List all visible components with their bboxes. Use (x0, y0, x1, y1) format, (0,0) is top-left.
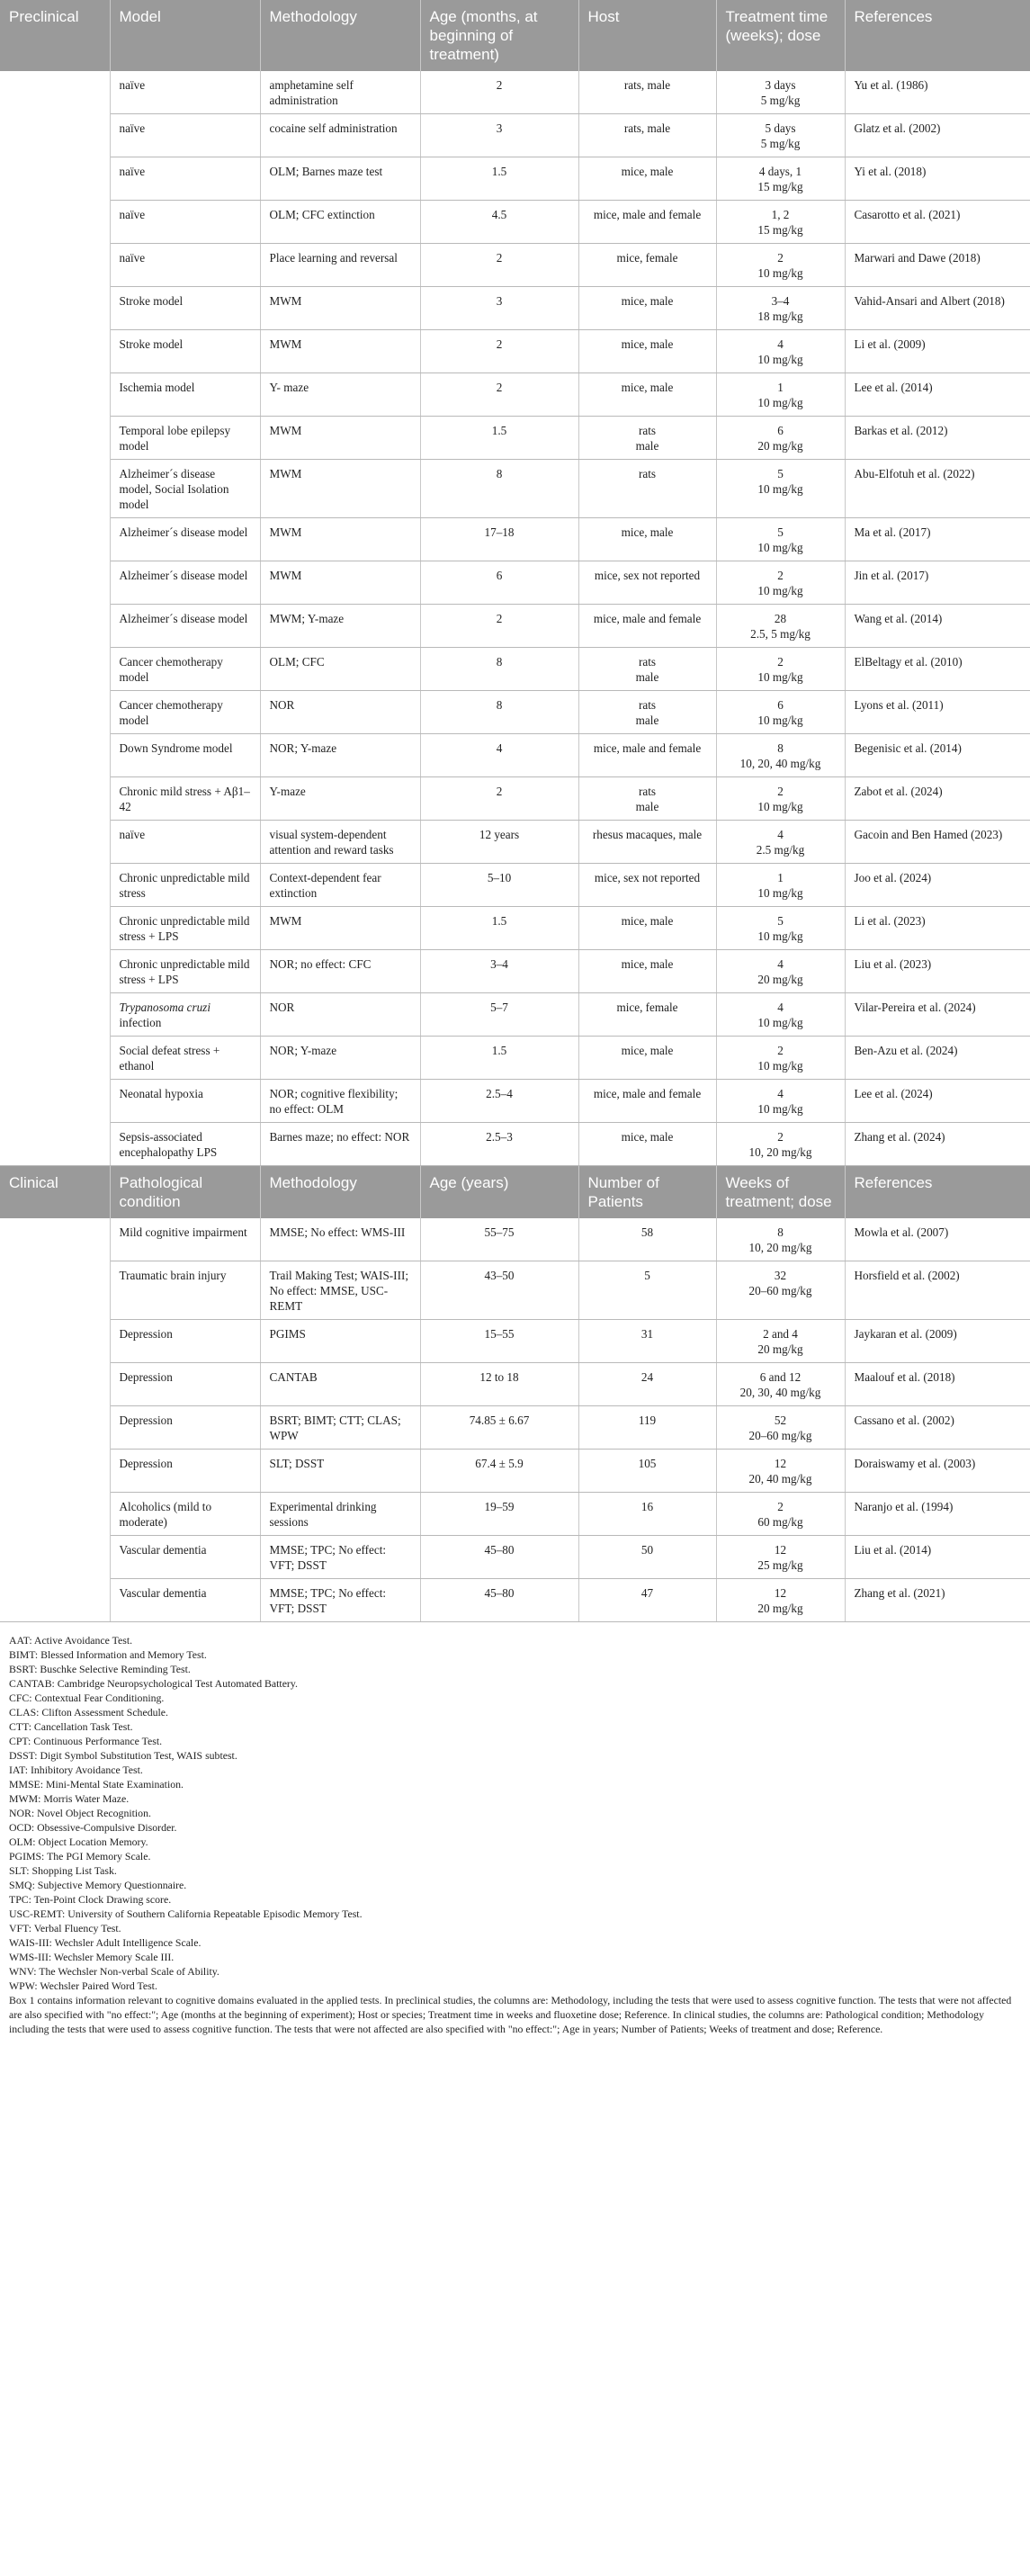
reference-cell: Zhang et al. (2024) (845, 1123, 1030, 1166)
host-cell: mice, sex not reported (578, 561, 716, 605)
reference-cell: Marwari and Dawe (2018) (845, 244, 1030, 287)
age-cell: 8 (420, 648, 578, 691)
treatment-cell: 2 10, 20 mg/kg (716, 1123, 845, 1166)
host-cell: mice, male (578, 157, 716, 201)
model-cell: Alzheimer´s disease model (110, 561, 260, 605)
age-cell: 6 (420, 561, 578, 605)
methodology-cell: MWM (260, 287, 420, 330)
age-cell: 15–55 (420, 1320, 578, 1363)
table-row (0, 1579, 1030, 1622)
abbreviation-item: BSRT: Buschke Selective Reminding Test. (9, 1663, 191, 1675)
model-cell: Chronic unpredictable mild stress + LPS (110, 907, 260, 950)
abbreviation-item: MWM: Morris Water Maze. (9, 1792, 130, 1805)
host-cell: rats (578, 460, 716, 518)
table-row (0, 1080, 1030, 1123)
table-row (0, 1536, 1030, 1579)
treatment-cell: 4 days, 1 15 mg/kg (716, 157, 845, 201)
treatment-cell: 1, 2 15 mg/kg (716, 201, 845, 244)
methodology-cell: MMSE; TPC; No effect: VFT; DSST (260, 1536, 420, 1579)
treatment-header: Treatment time (weeks); dose (716, 0, 845, 71)
table-row (0, 605, 1030, 648)
treatment-cell: 4 10 mg/kg (716, 1080, 845, 1123)
treatment-cell: 28 2.5, 5 mg/kg (716, 605, 845, 648)
model-cell: naïve (110, 71, 260, 114)
methodology-cell: NOR; Y-maze (260, 1037, 420, 1080)
reference-cell: Doraiswamy et al. (2003) (845, 1450, 1030, 1493)
species-name: Trypanosoma cruzi (119, 1001, 210, 1014)
abbreviation-item: NOR: Novel Object Recognition. (9, 1807, 151, 1819)
model-cell: Stroke model (110, 287, 260, 330)
clinical-treatment-header: Weeks of treatment; dose (716, 1166, 845, 1219)
treatment-cell: 3–4 18 mg/kg (716, 287, 845, 330)
abbreviation-item: CFC: Contextual Fear Conditioning. (9, 1692, 165, 1704)
table-row (0, 114, 1030, 157)
table-row (0, 1261, 1030, 1320)
host-cell: rats male (578, 691, 716, 734)
abbreviation-item: SLT: Shopping List Task. (9, 1864, 117, 1877)
abbreviation-item: USC-REMT: University of Southern California Repeatable Episodic Memory Test. (9, 1907, 363, 1920)
model-cell: Temporal lobe epilepsy model (110, 417, 260, 460)
methodology-cell: Place learning and reversal (260, 244, 420, 287)
footnotes (0, 1622, 1030, 2036)
table-row (0, 864, 1030, 907)
methodology-cell: OLM; CFC (260, 648, 420, 691)
patients-cell: 58 (578, 1218, 716, 1261)
age-cell: 8 (420, 460, 578, 518)
condition-cell: Depression (110, 1406, 260, 1450)
abbreviation-item: OLM: Object Location Memory. (9, 1836, 148, 1848)
methodology-cell: OLM; CFC extinction (260, 201, 420, 244)
host-cell: mice, female (578, 244, 716, 287)
preclinical-section-cell (0, 71, 110, 1166)
methodology-cell: amphetamine self administration (260, 71, 420, 114)
age-cell: 3 (420, 114, 578, 157)
condition-cell: Depression (110, 1320, 260, 1363)
age-cell: 2 (420, 777, 578, 821)
patients-header: Number of Patients (578, 1166, 716, 1219)
clinical-section-cell (0, 1218, 110, 1622)
methodology-cell: NOR; no effect: CFC (260, 950, 420, 993)
reference-cell: Vahid-Ansari and Albert (2018) (845, 287, 1030, 330)
clinical-header-row (0, 1166, 1030, 1219)
treatment-cell: 4 20 mg/kg (716, 950, 845, 993)
abbreviation-list (9, 1633, 1021, 1993)
treatment-cell: 2 10 mg/kg (716, 244, 845, 287)
host-cell: mice, male (578, 950, 716, 993)
preclinical-section-header: Preclinical (0, 0, 110, 71)
host-cell: rats male (578, 777, 716, 821)
host-cell: rats male (578, 648, 716, 691)
reference-cell: Ma et al. (2017) (845, 518, 1030, 561)
table-row (0, 373, 1030, 417)
treatment-cell: 1 10 mg/kg (716, 864, 845, 907)
reference-cell: Jin et al. (2017) (845, 561, 1030, 605)
table-row (0, 287, 1030, 330)
host-cell: mice, male (578, 907, 716, 950)
condition-cell: Depression (110, 1450, 260, 1493)
methodology-cell: Barnes maze; no effect: NOR (260, 1123, 420, 1166)
reference-cell: Begenisic et al. (2014) (845, 734, 1030, 777)
patients-cell: 119 (578, 1406, 716, 1450)
methodology-cell: cocaine self administration (260, 114, 420, 157)
abbreviation-item: CLAS: Clifton Assessment Schedule. (9, 1706, 168, 1719)
methodology-cell: MWM; Y-maze (260, 605, 420, 648)
host-cell: mice, male (578, 1037, 716, 1080)
table-row (0, 1320, 1030, 1363)
clinical-section-header: Clinical (0, 1166, 110, 1219)
age-cell: 17–18 (420, 518, 578, 561)
treatment-cell: 8 10, 20 mg/kg (716, 1218, 845, 1261)
patients-cell: 31 (578, 1320, 716, 1363)
methodology-cell: MWM (260, 518, 420, 561)
reference-cell: Gacoin and Ben Hamed (2023) (845, 821, 1030, 864)
model-cell: Stroke model (110, 330, 260, 373)
age-cell: 74.85 ± 6.67 (420, 1406, 578, 1450)
treatment-cell: 2 10 mg/kg (716, 561, 845, 605)
host-cell: mice, male and female (578, 1080, 716, 1123)
table-row (0, 907, 1030, 950)
patients-cell: 105 (578, 1450, 716, 1493)
table-row (0, 244, 1030, 287)
age-cell: 5–10 (420, 864, 578, 907)
methodology-cell: SLT; DSST (260, 1450, 420, 1493)
host-header: Host (578, 0, 716, 71)
host-cell: rats, male (578, 71, 716, 114)
clinical-references-header: References (845, 1166, 1030, 1219)
table-row (0, 157, 1030, 201)
reference-cell: Yi et al. (2018) (845, 157, 1030, 201)
reference-cell: Zhang et al. (2021) (845, 1579, 1030, 1622)
treatment-cell: 2 10 mg/kg (716, 648, 845, 691)
methodology-cell: MMSE; TPC; No effect: VFT; DSST (260, 1579, 420, 1622)
condition-cell: Depression (110, 1363, 260, 1406)
age-cell: 45–80 (420, 1536, 578, 1579)
host-cell: mice, sex not reported (578, 864, 716, 907)
condition-cell: Traumatic brain injury (110, 1261, 260, 1320)
model-cell: Social defeat stress + ethanol (110, 1037, 260, 1080)
table-row (0, 1123, 1030, 1166)
age-cell: 5–7 (420, 993, 578, 1037)
age-cell: 1.5 (420, 907, 578, 950)
table-row (0, 691, 1030, 734)
box-note: Box 1 contains information relevant to cognitive domains evaluated in the applied tests. In preclinical studies, the columns are: Methodology, including the tests that were used to assess cognitive function. The tests that were not affected are also specified with "no effect:"; Age (months at the beginning of experiment); Host or species; Treatment time in weeks and fluoxetine dose; Reference. In clinical studies, the columns are: Pathological condition; Methodology including the tests that were used to assess cognitive function. The tests that were not affected are also specified with "no effect:"; Age in years; Number of Patients; Weeks of treatment and dose; Reference. (9, 1994, 1012, 2035)
age-cell: 2 (420, 330, 578, 373)
model-cell: naïve (110, 201, 260, 244)
model-cell: Trypanosoma cruzi infection (110, 993, 260, 1037)
reference-cell: Li et al. (2023) (845, 907, 1030, 950)
methodology-cell: MWM (260, 561, 420, 605)
condition-cell: Vascular dementia (110, 1579, 260, 1622)
model-cell: Cancer chemotherapy model (110, 648, 260, 691)
table-row (0, 1493, 1030, 1536)
reference-cell: Lee et al. (2024) (845, 1080, 1030, 1123)
reference-cell: Naranjo et al. (1994) (845, 1493, 1030, 1536)
host-cell: rats male (578, 417, 716, 460)
age-cell: 4 (420, 734, 578, 777)
patients-cell: 47 (578, 1579, 716, 1622)
table-row (0, 1363, 1030, 1406)
host-cell: mice, female (578, 993, 716, 1037)
model-cell: naïve (110, 157, 260, 201)
age-cell: 2 (420, 244, 578, 287)
table-row (0, 330, 1030, 373)
reference-cell: Wang et al. (2014) (845, 605, 1030, 648)
methodology-header: Methodology (260, 0, 420, 71)
age-header: Age (months, at beginning of treatment) (420, 0, 578, 71)
host-cell: mice, male and female (578, 201, 716, 244)
age-cell: 4.5 (420, 201, 578, 244)
table-row (0, 1406, 1030, 1450)
table-row (0, 821, 1030, 864)
treatment-cell: 4 10 mg/kg (716, 993, 845, 1037)
methodology-cell: PGIMS (260, 1320, 420, 1363)
age-cell: 3 (420, 287, 578, 330)
age-cell: 67.4 ± 5.9 (420, 1450, 578, 1493)
abbreviation-item: PGIMS: The PGI Memory Scale. (9, 1850, 151, 1862)
patients-cell: 16 (578, 1493, 716, 1536)
treatment-cell: 4 2.5 mg/kg (716, 821, 845, 864)
model-cell: naïve (110, 114, 260, 157)
methodology-cell: MWM (260, 460, 420, 518)
reference-cell: ElBeltagy et al. (2010) (845, 648, 1030, 691)
treatment-cell: 2 10 mg/kg (716, 1037, 845, 1080)
abbreviation-item: WMS-III: Wechsler Memory Scale III. (9, 1951, 175, 1963)
age-cell: 2 (420, 605, 578, 648)
treatment-cell: 12 25 mg/kg (716, 1536, 845, 1579)
preclinical-header-row (0, 0, 1030, 71)
abbreviation-item: SMQ: Subjective Memory Questionnaire. (9, 1879, 187, 1891)
abbreviation-item: WNV: The Wechsler Non-verbal Scale of Ability. (9, 1965, 219, 1978)
model-cell: Alzheimer´s disease model, Social Isolation model (110, 460, 260, 518)
reference-cell: Ben-Azu et al. (2024) (845, 1037, 1030, 1080)
host-cell: rats, male (578, 114, 716, 157)
age-cell: 12 years (420, 821, 578, 864)
host-cell: mice, male (578, 330, 716, 373)
model-cell: Chronic unpredictable mild stress (110, 864, 260, 907)
treatment-cell: 6 10 mg/kg (716, 691, 845, 734)
methodology-cell: Context-dependent fear extinction (260, 864, 420, 907)
reference-cell: Abu-Elfotuh et al. (2022) (845, 460, 1030, 518)
methodology-cell: Y- maze (260, 373, 420, 417)
age-cell: 45–80 (420, 1579, 578, 1622)
methodology-cell: NOR; cognitive flexibility; no effect: OLM (260, 1080, 420, 1123)
model-cell: Alzheimer´s disease model (110, 518, 260, 561)
reference-cell: Yu et al. (1986) (845, 71, 1030, 114)
treatment-cell: 52 20–60 mg/kg (716, 1406, 845, 1450)
abbreviation-item: OCD: Obsessive-Compulsive Disorder. (9, 1821, 177, 1834)
treatment-cell: 12 20 mg/kg (716, 1579, 845, 1622)
abbreviation-item: MMSE: Mini-Mental State Examination. (9, 1778, 184, 1791)
condition-cell: Vascular dementia (110, 1536, 260, 1579)
model-cell: Down Syndrome model (110, 734, 260, 777)
table-row (0, 201, 1030, 244)
reference-cell: Maalouf et al. (2018) (845, 1363, 1030, 1406)
abbreviation-item: IAT: Inhibitory Avoidance Test. (9, 1764, 143, 1776)
clinical-age-header: Age (years) (420, 1166, 578, 1219)
reference-cell: Joo et al. (2024) (845, 864, 1030, 907)
methodology-cell: Experimental drinking sessions (260, 1493, 420, 1536)
reference-cell: Liu et al. (2014) (845, 1536, 1030, 1579)
host-cell: mice, male and female (578, 734, 716, 777)
age-cell: 19–59 (420, 1493, 578, 1536)
references-header: References (845, 0, 1030, 71)
table-row (0, 417, 1030, 460)
model-cell: Chronic unpredictable mild stress + LPS (110, 950, 260, 993)
abbreviation-item: WAIS-III: Wechsler Adult Intelligence Scale. (9, 1936, 202, 1949)
table-row (0, 734, 1030, 777)
patients-cell: 50 (578, 1536, 716, 1579)
abbreviation-item: AAT: Active Avoidance Test. (9, 1634, 133, 1647)
patients-cell: 24 (578, 1363, 716, 1406)
age-cell: 1.5 (420, 417, 578, 460)
treatment-cell: 3 days 5 mg/kg (716, 71, 845, 114)
reference-cell: Jaykaran et al. (2009) (845, 1320, 1030, 1363)
treatment-cell: 2 and 4 20 mg/kg (716, 1320, 845, 1363)
treatment-cell: 2 60 mg/kg (716, 1493, 845, 1536)
treatment-cell: 32 20–60 mg/kg (716, 1261, 845, 1320)
age-cell: 3–4 (420, 950, 578, 993)
model-cell: Sepsis-associated encephalopathy LPS (110, 1123, 260, 1166)
methodology-cell: MWM (260, 330, 420, 373)
methodology-cell: visual system-dependent attention and reward tasks (260, 821, 420, 864)
host-cell: mice, male (578, 373, 716, 417)
abbreviation-item: CANTAB: Cambridge Neuropsychological Test Automated Battery. (9, 1677, 298, 1690)
model-cell: Ischemia model (110, 373, 260, 417)
reference-cell: Lyons et al. (2011) (845, 691, 1030, 734)
table-row (0, 561, 1030, 605)
host-cell: mice, male (578, 1123, 716, 1166)
age-cell: 2.5–4 (420, 1080, 578, 1123)
methodology-cell: NOR (260, 993, 420, 1037)
reference-cell: Mowla et al. (2007) (845, 1218, 1030, 1261)
age-cell: 2.5–3 (420, 1123, 578, 1166)
reference-cell: Zabot et al. (2024) (845, 777, 1030, 821)
treatment-cell: 2 10 mg/kg (716, 777, 845, 821)
treatment-cell: 5 10 mg/kg (716, 460, 845, 518)
table-row (0, 648, 1030, 691)
host-cell: rhesus macaques, male (578, 821, 716, 864)
treatment-cell: 1 10 mg/kg (716, 373, 845, 417)
reference-cell: Lee et al. (2014) (845, 373, 1030, 417)
treatment-cell: 5 days 5 mg/kg (716, 114, 845, 157)
age-cell: 8 (420, 691, 578, 734)
abbreviation-item: VFT: Verbal Fluency Test. (9, 1922, 121, 1934)
methodology-cell: NOR; Y-maze (260, 734, 420, 777)
patients-cell: 5 (578, 1261, 716, 1320)
abbreviation-item: BIMT: Blessed Information and Memory Test. (9, 1648, 207, 1661)
reference-cell: Glatz et al. (2002) (845, 114, 1030, 157)
reference-cell: Li et al. (2009) (845, 330, 1030, 373)
preclinical-body (0, 71, 1030, 1166)
table-row (0, 71, 1030, 114)
methodology-cell: MWM (260, 907, 420, 950)
table-row (0, 777, 1030, 821)
reference-cell: Horsfield et al. (2002) (845, 1261, 1030, 1320)
table-row (0, 993, 1030, 1037)
table-row (0, 950, 1030, 993)
age-cell: 43–50 (420, 1261, 578, 1320)
treatment-cell: 6 and 12 20, 30, 40 mg/kg (716, 1363, 845, 1406)
treatment-cell: 4 10 mg/kg (716, 330, 845, 373)
age-cell: 1.5 (420, 1037, 578, 1080)
model-cell: Chronic mild stress + Aβ1–42 (110, 777, 260, 821)
table-row (0, 1450, 1030, 1493)
model-cell: Alzheimer´s disease model (110, 605, 260, 648)
age-cell: 2 (420, 71, 578, 114)
abbreviation-item: DSST: Digit Symbol Substitution Test, WAIS subtest. (9, 1749, 237, 1762)
clinical-methodology-header: Methodology (260, 1166, 420, 1219)
host-cell: mice, male (578, 518, 716, 561)
reference-cell: Casarotto et al. (2021) (845, 201, 1030, 244)
methodology-cell: CANTAB (260, 1363, 420, 1406)
treatment-cell: 5 10 mg/kg (716, 907, 845, 950)
condition-cell: Mild cognitive impairment (110, 1218, 260, 1261)
host-cell: mice, male and female (578, 605, 716, 648)
treatment-cell: 8 10, 20, 40 mg/kg (716, 734, 845, 777)
treatment-cell: 12 20, 40 mg/kg (716, 1450, 845, 1493)
model-header: Model (110, 0, 260, 71)
abbreviation-item: TPC: Ten-Point Clock Drawing score. (9, 1893, 172, 1906)
clinical-body (0, 1218, 1030, 1622)
age-cell: 1.5 (420, 157, 578, 201)
age-cell: 2 (420, 373, 578, 417)
condition-header: Pathological condition (110, 1166, 260, 1219)
abbreviation-item: WPW: Wechsler Paired Word Test. (9, 1979, 157, 1992)
methodology-cell: OLM; Barnes maze test (260, 157, 420, 201)
reference-cell: Cassano et al. (2002) (845, 1406, 1030, 1450)
model-cell: Cancer chemotherapy model (110, 691, 260, 734)
model-cell: Neonatal hypoxia (110, 1080, 260, 1123)
abbreviation-item: CPT: Continuous Performance Test. (9, 1735, 163, 1747)
age-cell: 12 to 18 (420, 1363, 578, 1406)
condition-cell: Alcoholics (mild to moderate) (110, 1493, 260, 1536)
host-cell: mice, male (578, 287, 716, 330)
model-cell: naïve (110, 821, 260, 864)
reference-cell: Liu et al. (2023) (845, 950, 1030, 993)
age-cell: 55–75 (420, 1218, 578, 1261)
methodology-cell: MWM (260, 417, 420, 460)
table-row (0, 460, 1030, 518)
table-row (0, 1037, 1030, 1080)
treatment-cell: 6 20 mg/kg (716, 417, 845, 460)
reference-cell: Barkas et al. (2012) (845, 417, 1030, 460)
abbreviation-item: CTT: Cancellation Task Test. (9, 1720, 133, 1733)
reference-cell: Vilar-Pereira et al. (2024) (845, 993, 1030, 1037)
methodology-cell: BSRT; BIMT; CTT; CLAS; WPW (260, 1406, 420, 1450)
methodology-cell: Trail Making Test; WAIS-III; No effect: MMSE, USC-REMT (260, 1261, 420, 1320)
table-row (0, 1218, 1030, 1261)
treatment-cell: 5 10 mg/kg (716, 518, 845, 561)
table-row (0, 518, 1030, 561)
model-cell: naïve (110, 244, 260, 287)
methodology-cell: NOR (260, 691, 420, 734)
methodology-cell: Y-maze (260, 777, 420, 821)
methodology-cell: MMSE; No effect: WMS-III (260, 1218, 420, 1261)
